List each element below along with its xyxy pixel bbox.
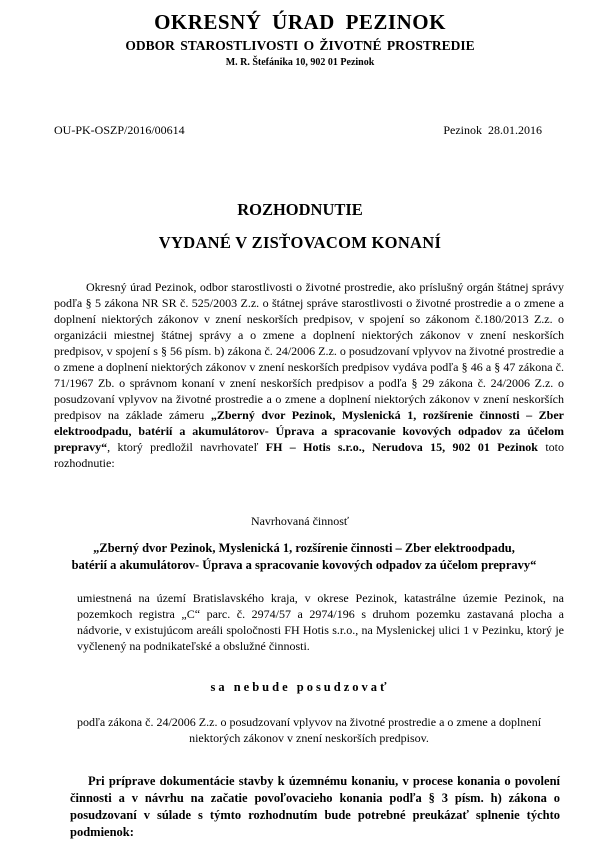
office-name: OKRESNÝ ÚRAD PEZINOK bbox=[154, 10, 446, 34]
verdict-text: sa nebude posudzovať bbox=[210, 680, 390, 694]
reference-number: OU-PK-OSZP/2016/00614 bbox=[54, 123, 185, 137]
intro-text: Okresný úrad Pezinok, odbor starostlivosti o životné prostredie, ako príslušný orgán štátnej správy podľa § 5 zákona NR SR č. 525/2003 Z.z. o štátnej správe starostlivosti o životné prostredie a o zmene a doplnení niektorých zákonov v znení neskorších predpisov, v spojení so zákonom č.180/2013 Z.z. o organizácii miestnej štátnej správy a o zmene a doplnení niektorých zákonov v znení neskorších predpisov, v spojení s § 56 písm. b) zákona č. 24/2006 Z.z. o posudzovaní vplyvov na životné prostredie a o zmene a doplnení niektorých zákonov v znení neskorších predpisov vydáva podľa § 46 a § 47 zákona č. 71/1967 Zb. o správnom konaní v znení neskorších predpisov a podľa § 29 zákona č. 24/2006 Z.z. o posudzovaní vplyvov na životné prostredie a o zmene a doplnení niektorých zákonov v znení neskorších predpisov na základe zámeru bbox=[54, 280, 564, 422]
location-paragraph: umiestnená na území Bratislavského kraja, v okrese Pezinok, katastrálne územie Pezinok, na pozemkoch registra „C“ parc. č. 2974/57 a 2974/196 s druhom pozemku zastavaná plocha a nádvorie, v existujúcom areáli spoločnosti FH Hotis s.r.o., na Myslenickej ulici 1 v Pezinku, ktorý je vyčlenený na podnikateľské a obslužné činnosti. bbox=[77, 591, 564, 653]
project-title bbox=[54, 540, 554, 574]
legal-basis bbox=[54, 714, 564, 746]
department-name: ODBOR STAROSTLIVOSTI O ŽIVOTNÉ PROSTREDIE bbox=[125, 38, 475, 53]
conditions-paragraph: Pri príprave dokumentácie stavby k územnému konaniu, v procese konania o povolení činnosti a v návrhu na začatie povoľovacieho konania podľa § 3 písm. h) zákona o posudzovaní v súlade s týmto rozhodnutím bude potrebné preukázať splnenie týchto podmienok: bbox=[70, 774, 560, 839]
proposer-name-bold: FH – Hotis s.r.o., Nerudova 15, 902 01 Pezinok bbox=[265, 440, 538, 454]
project-title-line1: „Zberný dvor Pezinok, Myslenická 1, rozšírenie činnosti – Zber elektroodpadu, bbox=[93, 541, 515, 555]
intro-paragraph bbox=[54, 279, 564, 471]
intro-tail: toto rozhodnutie: bbox=[54, 440, 564, 470]
project-name-bold: „Zberný dvor Pezinok, Myslenická 1, rozšírenie činnosti – Zber elektroodpadu, batérií a akumulátorov- Úprava a spracovanie kovových odpadov za účelom prepravy“ bbox=[54, 408, 564, 454]
project-title-line2: batérií a akumulátorov- Úprava a spracovanie kovových odpadov za účelom prepravy“ bbox=[71, 558, 537, 572]
proposer-lead: , ktorý predložil navrhovateľ bbox=[107, 440, 266, 454]
proposed-activity-label: Navrhovaná činnosť bbox=[250, 514, 350, 528]
decision-title: ROZHODNUTIE bbox=[237, 200, 363, 219]
office-address: M. R. Štefánika 10, 902 01 Pezinok bbox=[225, 57, 375, 68]
decision-subtitle: VYDANÉ V ZISŤOVACOM KONANÍ bbox=[158, 233, 442, 252]
legal-basis-line2: niektorých zákonov v znení neskorších predpisov. bbox=[189, 731, 429, 745]
place-date: Pezinok 28.01.2016 bbox=[443, 123, 542, 137]
legal-basis-line1: podľa zákona č. 24/2006 Z.z. o posudzovaní vplyvov na životné prostredie a o zmene a doplnení bbox=[76, 715, 542, 729]
